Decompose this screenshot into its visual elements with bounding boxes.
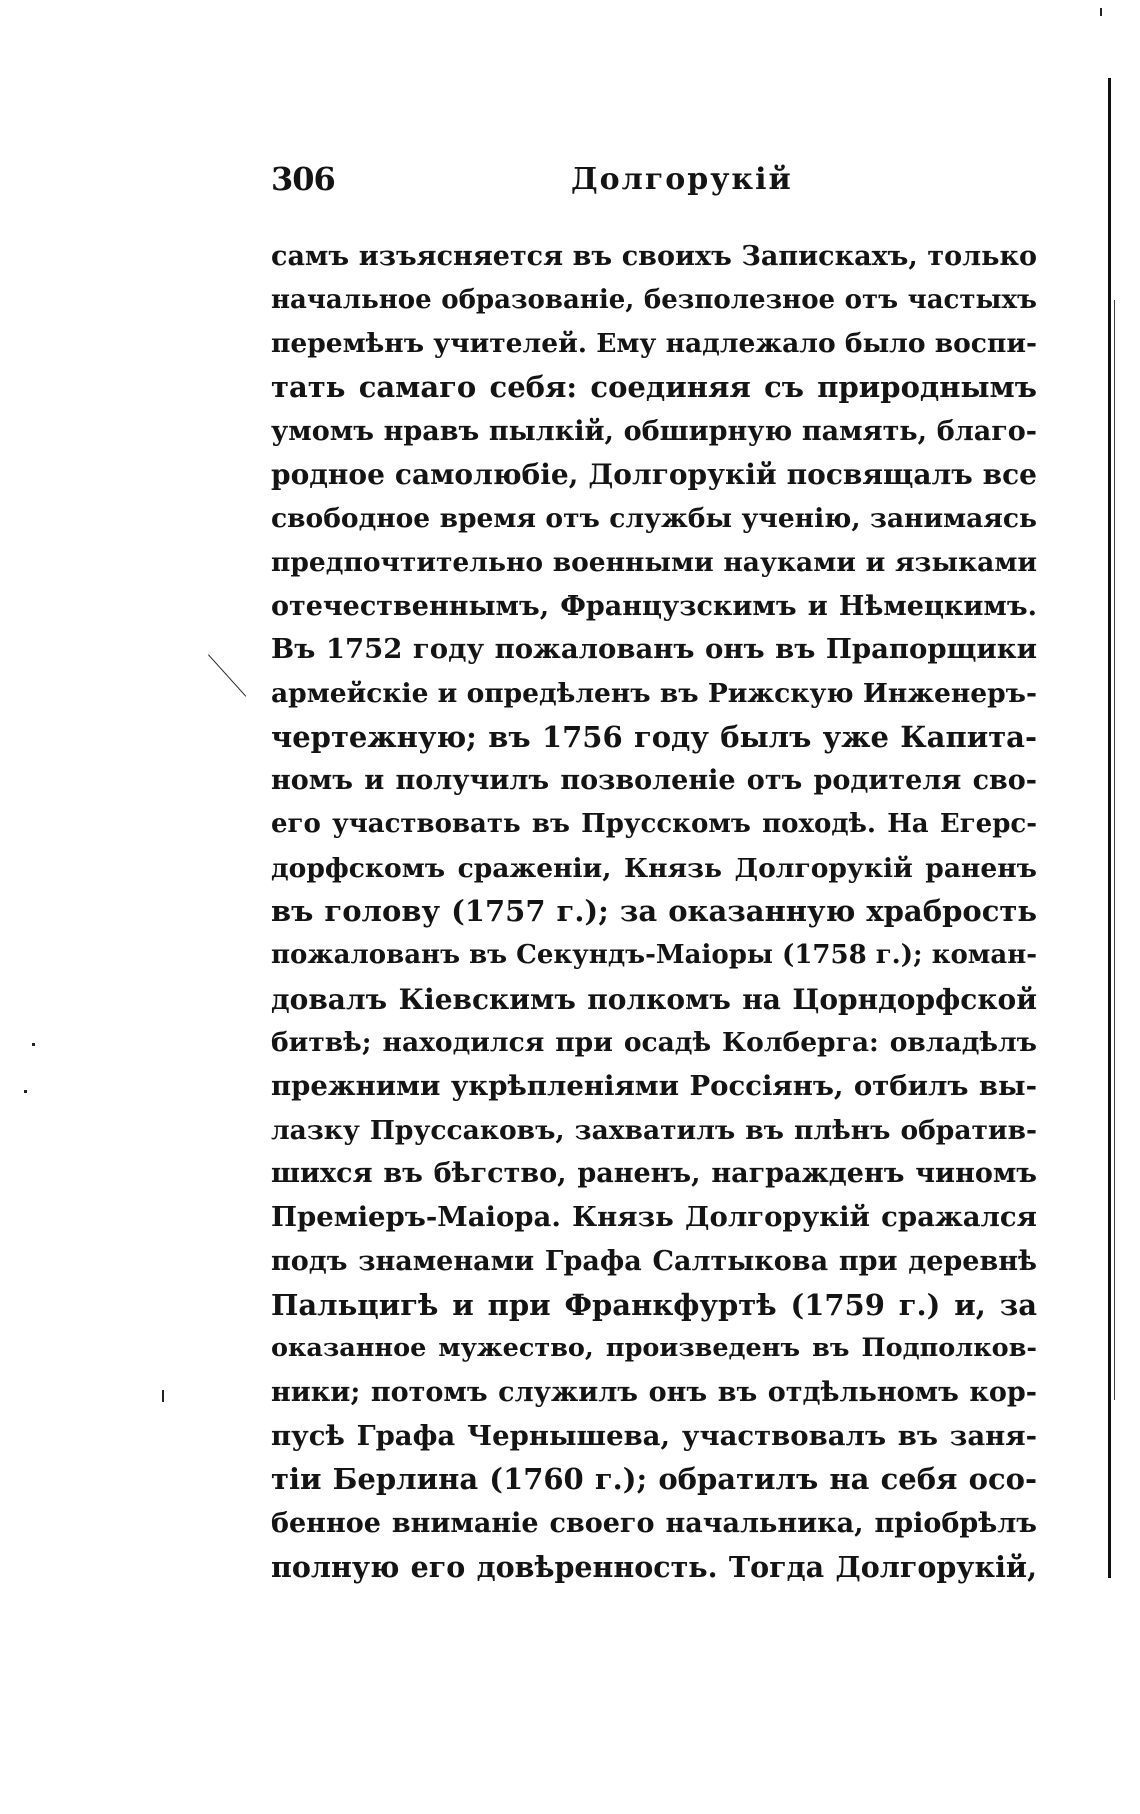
page-header — [271, 160, 1041, 208]
text-line: Преміеръ-Маіора. Князь Долгорукій сражался — [271, 1201, 1037, 1234]
text-line: полную его довѣренность. Тогда Долгорукій, — [271, 1549, 1037, 1584]
text-line: ники; потомъ служилъ онъ въ отдѣльномъ кор- — [271, 1376, 1037, 1408]
text-line: армейскіе и опредѣленъ въ Рижскую Инженеръ- — [271, 677, 1037, 709]
text-line: его участвовать въ Прусскомъ походѣ. На Егерс- — [271, 808, 1037, 839]
text-line: шихся въ бѣгство, раненъ, награжденъ чиномъ — [271, 1158, 1037, 1190]
text-line: тіи Берлина (1760 г.); обратилъ на себя осо- — [271, 1462, 1037, 1497]
scan-edge-line-thin — [1114, 300, 1115, 1400]
text-line: перемѣнъ учителей. Ему надлежало было воспи- — [271, 328, 1037, 360]
scan-speck — [162, 1390, 164, 1402]
text-line: отечественнымъ, Французскимъ и Нѣмецкимъ. — [271, 590, 1037, 622]
text-line: чертежную; въ 1756 году былъ уже Капита- — [271, 719, 1037, 754]
text-line: начальное образованіе, безполезное отъ частыхъ — [271, 284, 1037, 315]
text-line: номъ и получилъ позволеніе отъ родителя сво- — [271, 765, 1037, 797]
text-line: Пальцигѣ и при Франкфуртѣ (1759 г.) и, за — [271, 1287, 1037, 1322]
text-line: умомъ нравъ пылкій, обширную память, благо- — [271, 415, 1037, 447]
text-line: свободное время отъ службы ученію, занимаясь — [271, 503, 1037, 535]
text-line: битвѣ; находился при осадѣ Колберга: овладѣлъ — [271, 1027, 1037, 1059]
text-line: Въ 1752 году пожалованъ онъ въ Прапорщики — [271, 633, 1037, 666]
scan-speck — [32, 1043, 35, 1046]
text-line: предпочтительно военными науками и языками — [271, 546, 1037, 578]
page-number: 306 — [271, 160, 335, 198]
text-line: самъ изъясняется въ своихъ Запискахъ, только — [271, 241, 1037, 272]
text-line: довалъ Кіевскимъ полкомъ на Цорндорфской — [271, 982, 1037, 1016]
text-line: подъ знаменами Графа Салтыкова при деревнѣ — [271, 1245, 1037, 1277]
text-line: въ голову (1757 г.); за оказанную храбрость — [271, 894, 1037, 929]
text-line: бенное вниманіе своего начальника, пріобрѣлъ — [271, 1507, 1037, 1539]
body-text — [271, 235, 1037, 1589]
text-line: пожалованъ въ Секундъ-Маіоры (1758 г.); коман- — [271, 940, 1037, 970]
scan-speck — [1100, 8, 1102, 16]
scan-stray-mark — [208, 654, 246, 696]
text-line: родное самолюбіе, Долгорукій посвящалъ все — [271, 458, 1037, 492]
text-line: дорфскомъ сраженіи, Князь Долгорукій раненъ — [271, 852, 1037, 884]
text-line: тать самаго себя: соединяя съ природнымъ — [271, 370, 1037, 405]
scan-speck — [24, 1090, 27, 1093]
scan-edge-line — [1108, 78, 1111, 1578]
text-line: лазку Пруссаковъ, захватилъ въ плѣнъ обратив- — [271, 1114, 1037, 1146]
text-line: пусѣ Графа Чернышева, участвовалъ въ заня- — [271, 1419, 1037, 1452]
text-line: прежними укрѣпленіями Россіянъ, отбилъ вы- — [271, 1070, 1037, 1103]
text-line: оказанное мужество, произведенъ въ Подполков- — [271, 1333, 1037, 1364]
running-head: Долгорукій — [571, 162, 793, 197]
